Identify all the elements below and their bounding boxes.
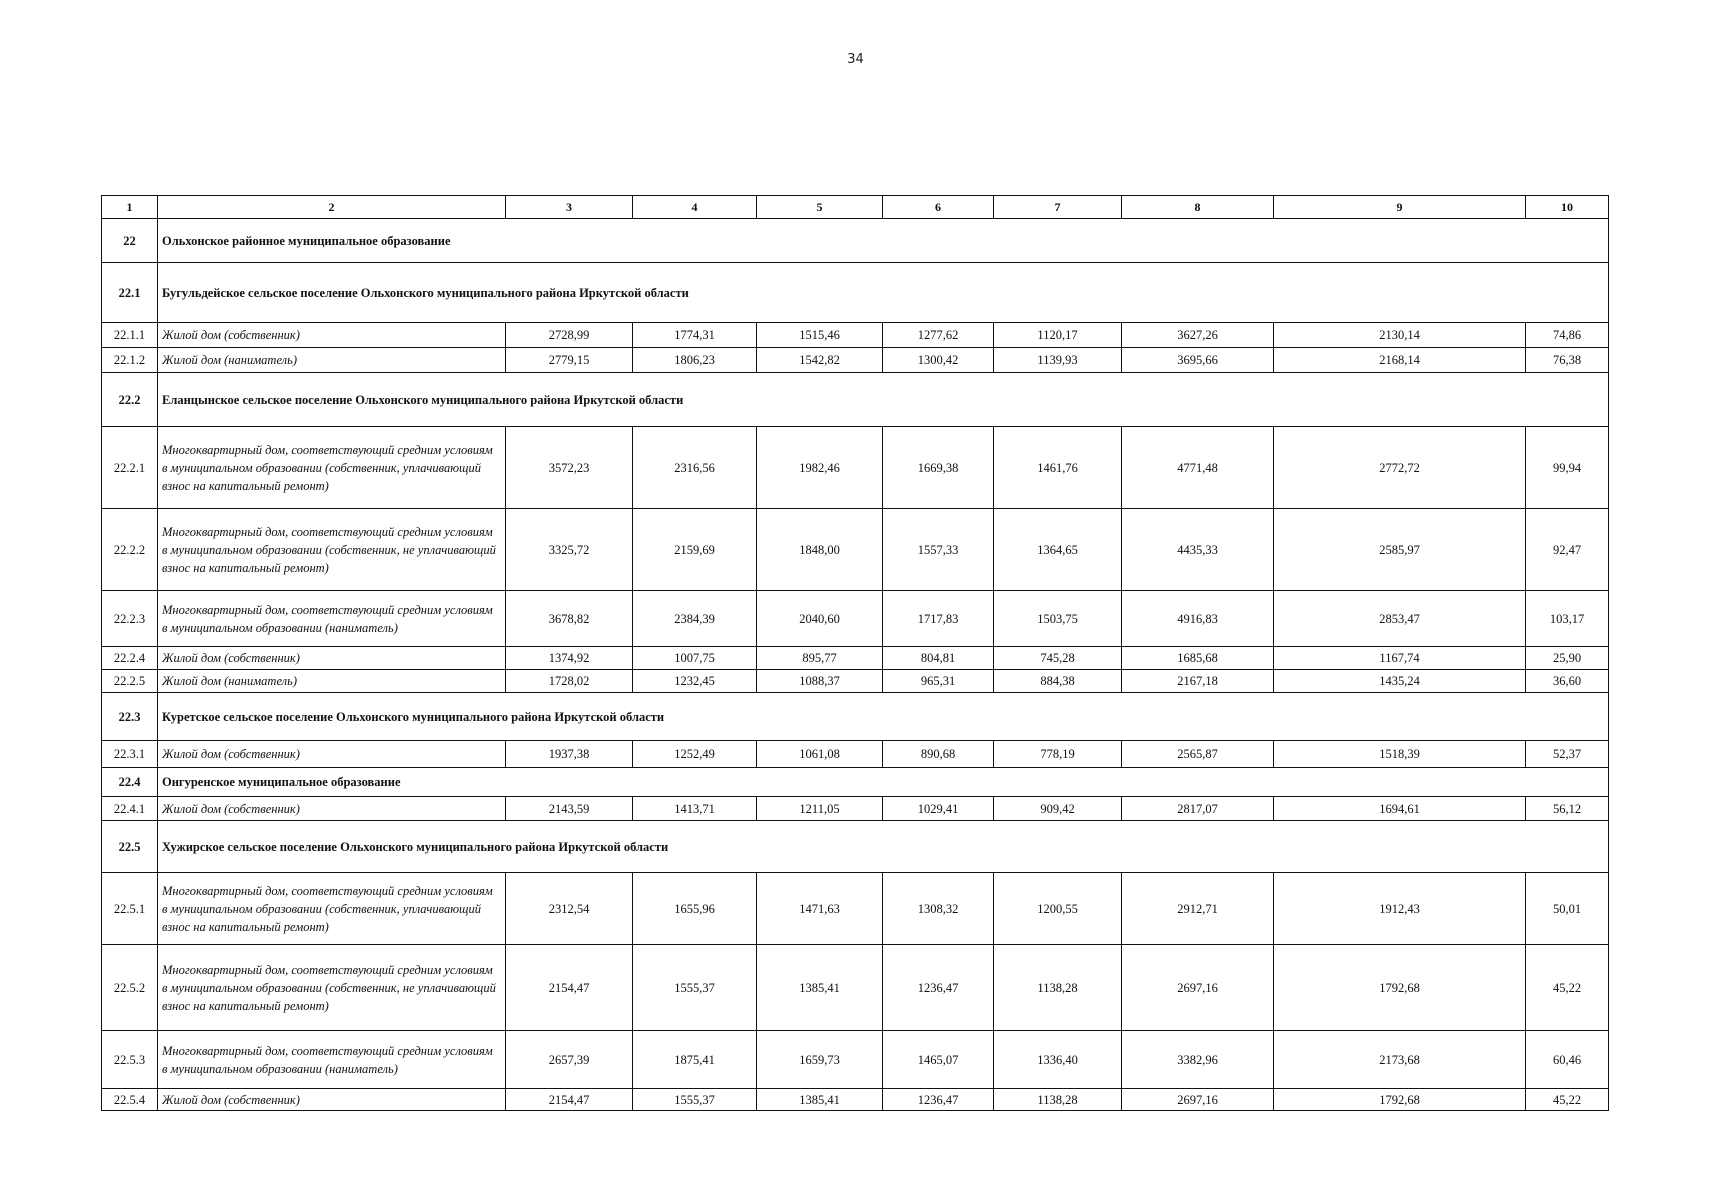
- value-cell: 1774,31: [633, 323, 757, 348]
- value-cell: 1659,73: [757, 1031, 883, 1089]
- housing-type: Многоквартирный дом, соответствующий средним условиям в муниципальном образовании (собственник, не уплачивающий взнос на капитальный ремонт): [158, 509, 506, 591]
- value-cell: 1875,41: [633, 1031, 757, 1089]
- value-cell: 4916,83: [1122, 591, 1274, 647]
- column-header: 7: [994, 196, 1122, 219]
- value-cell: 1728,02: [506, 670, 633, 693]
- value-cell: 1465,07: [883, 1031, 994, 1089]
- value-cell: 1792,68: [1274, 945, 1526, 1031]
- value-cell: 3695,66: [1122, 348, 1274, 373]
- housing-type: Многоквартирный дом, соответствующий средним условиям в муниципальном образовании (собственник, уплачивающий взнос на капитальный ремонт): [158, 873, 506, 945]
- row-code: 22.2.4: [102, 647, 158, 670]
- table-row: [102, 1089, 1609, 1111]
- table-row: [102, 647, 1609, 670]
- value-cell: 45,22: [1526, 1089, 1609, 1111]
- value-cell: 2159,69: [633, 509, 757, 591]
- value-cell: 1848,00: [757, 509, 883, 591]
- value-cell: 1982,46: [757, 427, 883, 509]
- value-cell: 2143,59: [506, 797, 633, 821]
- housing-type: Жилой дом (собственник): [158, 1089, 506, 1111]
- value-cell: 103,17: [1526, 591, 1609, 647]
- value-cell: 1542,82: [757, 348, 883, 373]
- row-code: 22.4: [102, 768, 158, 797]
- row-code: 22.3: [102, 693, 158, 741]
- value-cell: 1236,47: [883, 945, 994, 1031]
- table-row: [102, 873, 1609, 945]
- value-cell: 2167,18: [1122, 670, 1274, 693]
- value-cell: 3382,96: [1122, 1031, 1274, 1089]
- value-cell: 1471,63: [757, 873, 883, 945]
- value-cell: 25,90: [1526, 647, 1609, 670]
- value-cell: 4435,33: [1122, 509, 1274, 591]
- value-cell: 3627,26: [1122, 323, 1274, 348]
- value-cell: 1413,71: [633, 797, 757, 821]
- value-cell: 1669,38: [883, 427, 994, 509]
- value-cell: 1694,61: [1274, 797, 1526, 821]
- column-header: 1: [102, 196, 158, 219]
- value-cell: 2040,60: [757, 591, 883, 647]
- value-cell: 2173,68: [1274, 1031, 1526, 1089]
- value-cell: 2312,54: [506, 873, 633, 945]
- value-cell: 60,46: [1526, 1031, 1609, 1089]
- value-cell: 745,28: [994, 647, 1122, 670]
- table-row: [102, 741, 1609, 768]
- value-cell: 36,60: [1526, 670, 1609, 693]
- value-cell: 1029,41: [883, 797, 994, 821]
- row-code: 22.2.3: [102, 591, 158, 647]
- row-code: 22.5.4: [102, 1089, 158, 1111]
- value-cell: 1555,37: [633, 945, 757, 1031]
- row-code: 22.2.5: [102, 670, 158, 693]
- column-header: 5: [757, 196, 883, 219]
- column-header: 10: [1526, 196, 1609, 219]
- value-cell: 1557,33: [883, 509, 994, 591]
- column-header: 6: [883, 196, 994, 219]
- value-cell: 74,86: [1526, 323, 1609, 348]
- housing-type: Жилой дом (наниматель): [158, 670, 506, 693]
- value-cell: 909,42: [994, 797, 1122, 821]
- value-cell: 99,94: [1526, 427, 1609, 509]
- housing-type: Жилой дом (собственник): [158, 741, 506, 768]
- section-title: Онгуренское муниципальное образование: [158, 768, 1609, 797]
- row-code: 22.1.2: [102, 348, 158, 373]
- value-cell: 45,22: [1526, 945, 1609, 1031]
- section-title: Хужирское сельское поселение Ольхонского муниципального района Иркутской области: [158, 821, 1609, 873]
- value-cell: 1200,55: [994, 873, 1122, 945]
- housing-type: Жилой дом (собственник): [158, 647, 506, 670]
- value-cell: 2316,56: [633, 427, 757, 509]
- value-cell: 2779,15: [506, 348, 633, 373]
- value-cell: 3678,82: [506, 591, 633, 647]
- table-row: [102, 797, 1609, 821]
- section-title: Еланцынское сельское поселение Ольхонского муниципального района Иркутской области: [158, 373, 1609, 427]
- section-row: [102, 219, 1609, 263]
- housing-type: Многоквартирный дом, соответствующий средним условиям в муниципальном образовании (собственник, уплачивающий взнос на капитальный ремонт): [158, 427, 506, 509]
- value-cell: 2168,14: [1274, 348, 1526, 373]
- column-header: 9: [1274, 196, 1526, 219]
- section-row: [102, 693, 1609, 741]
- table-row: [102, 945, 1609, 1031]
- section-title: Куретское сельское поселение Ольхонского муниципального района Иркутской области: [158, 693, 1609, 741]
- value-cell: 1385,41: [757, 1089, 883, 1111]
- value-cell: 2585,97: [1274, 509, 1526, 591]
- value-cell: 895,77: [757, 647, 883, 670]
- value-cell: 1937,38: [506, 741, 633, 768]
- housing-type: Жилой дом (собственник): [158, 797, 506, 821]
- value-cell: 1120,17: [994, 323, 1122, 348]
- value-cell: 52,37: [1526, 741, 1609, 768]
- housing-type: Жилой дом (наниматель): [158, 348, 506, 373]
- value-cell: 1088,37: [757, 670, 883, 693]
- row-code: 22: [102, 219, 158, 263]
- row-code: 22.1: [102, 263, 158, 323]
- row-code: 22.3.1: [102, 741, 158, 768]
- housing-type: Многоквартирный дом, соответствующий средним условиям в муниципальном образовании (собственник, не уплачивающий взнос на капитальный ремонт): [158, 945, 506, 1031]
- value-cell: 76,38: [1526, 348, 1609, 373]
- value-cell: 1061,08: [757, 741, 883, 768]
- value-cell: 1555,37: [633, 1089, 757, 1111]
- row-code: 22.2: [102, 373, 158, 427]
- value-cell: 1717,83: [883, 591, 994, 647]
- column-header: 3: [506, 196, 633, 219]
- value-cell: 2817,07: [1122, 797, 1274, 821]
- value-cell: 1515,46: [757, 323, 883, 348]
- value-cell: 1503,75: [994, 591, 1122, 647]
- value-cell: 2728,99: [506, 323, 633, 348]
- table-row: [102, 670, 1609, 693]
- value-cell: 1138,28: [994, 945, 1122, 1031]
- value-cell: 56,12: [1526, 797, 1609, 821]
- value-cell: 1211,05: [757, 797, 883, 821]
- row-code: 22.2.1: [102, 427, 158, 509]
- value-cell: 2565,87: [1122, 741, 1274, 768]
- section-title: Бугульдейское сельское поселение Ольхонского муниципального района Иркутской области: [158, 263, 1609, 323]
- value-cell: 2772,72: [1274, 427, 1526, 509]
- table-row: [102, 509, 1609, 591]
- value-cell: 3572,23: [506, 427, 633, 509]
- row-code: 22.5.3: [102, 1031, 158, 1089]
- section-row: [102, 373, 1609, 427]
- value-cell: 50,01: [1526, 873, 1609, 945]
- value-cell: 804,81: [883, 647, 994, 670]
- row-code: 22.5.1: [102, 873, 158, 945]
- housing-type: Жилой дом (собственник): [158, 323, 506, 348]
- value-cell: 2657,39: [506, 1031, 633, 1089]
- value-cell: 2130,14: [1274, 323, 1526, 348]
- housing-type: Многоквартирный дом, соответствующий средним условиям в муниципальном образовании (наниматель): [158, 591, 506, 647]
- value-cell: 1232,45: [633, 670, 757, 693]
- column-header: 4: [633, 196, 757, 219]
- value-cell: 1139,93: [994, 348, 1122, 373]
- section-row: [102, 821, 1609, 873]
- value-cell: 1336,40: [994, 1031, 1122, 1089]
- value-cell: 1364,65: [994, 509, 1122, 591]
- value-cell: 1806,23: [633, 348, 757, 373]
- data-table: [101, 195, 1609, 1111]
- table-row: [102, 348, 1609, 373]
- value-cell: 2154,47: [506, 1089, 633, 1111]
- value-cell: 4771,48: [1122, 427, 1274, 509]
- table-row: [102, 591, 1609, 647]
- column-header: 8: [1122, 196, 1274, 219]
- value-cell: 1138,28: [994, 1089, 1122, 1111]
- value-cell: 2853,47: [1274, 591, 1526, 647]
- housing-type: Многоквартирный дом, соответствующий средним условиям в муниципальном образовании (наниматель): [158, 1031, 506, 1089]
- section-title: Ольхонское районное муниципальное образование: [158, 219, 1609, 263]
- value-cell: 1685,68: [1122, 647, 1274, 670]
- value-cell: 1655,96: [633, 873, 757, 945]
- table-body: [102, 196, 1609, 1111]
- table-row: [102, 323, 1609, 348]
- row-code: 22.5: [102, 821, 158, 873]
- value-cell: 778,19: [994, 741, 1122, 768]
- value-cell: 1167,74: [1274, 647, 1526, 670]
- row-code: 22.5.2: [102, 945, 158, 1031]
- value-cell: 3325,72: [506, 509, 633, 591]
- value-cell: 1300,42: [883, 348, 994, 373]
- value-cell: 1792,68: [1274, 1089, 1526, 1111]
- value-cell: 1236,47: [883, 1089, 994, 1111]
- row-code: 22.4.1: [102, 797, 158, 821]
- value-cell: 1385,41: [757, 945, 883, 1031]
- value-cell: 1252,49: [633, 741, 757, 768]
- table-row: [102, 1031, 1609, 1089]
- value-cell: 1518,39: [1274, 741, 1526, 768]
- row-code: 22.2.2: [102, 509, 158, 591]
- table-row: [102, 427, 1609, 509]
- value-cell: 1374,92: [506, 647, 633, 670]
- value-cell: 1912,43: [1274, 873, 1526, 945]
- value-cell: 1007,75: [633, 647, 757, 670]
- row-code: 22.1.1: [102, 323, 158, 348]
- value-cell: 2697,16: [1122, 945, 1274, 1031]
- value-cell: 92,47: [1526, 509, 1609, 591]
- column-number-header-row: [102, 196, 1609, 219]
- value-cell: 2697,16: [1122, 1089, 1274, 1111]
- column-header: 2: [158, 196, 506, 219]
- value-cell: 1435,24: [1274, 670, 1526, 693]
- page-number: 34: [847, 52, 864, 67]
- section-row: [102, 768, 1609, 797]
- value-cell: 890,68: [883, 741, 994, 768]
- value-cell: 1277,62: [883, 323, 994, 348]
- value-cell: 2154,47: [506, 945, 633, 1031]
- value-cell: 2384,39: [633, 591, 757, 647]
- value-cell: 884,38: [994, 670, 1122, 693]
- value-cell: 1461,76: [994, 427, 1122, 509]
- section-row: [102, 263, 1609, 323]
- value-cell: 2912,71: [1122, 873, 1274, 945]
- value-cell: 965,31: [883, 670, 994, 693]
- value-cell: 1308,32: [883, 873, 994, 945]
